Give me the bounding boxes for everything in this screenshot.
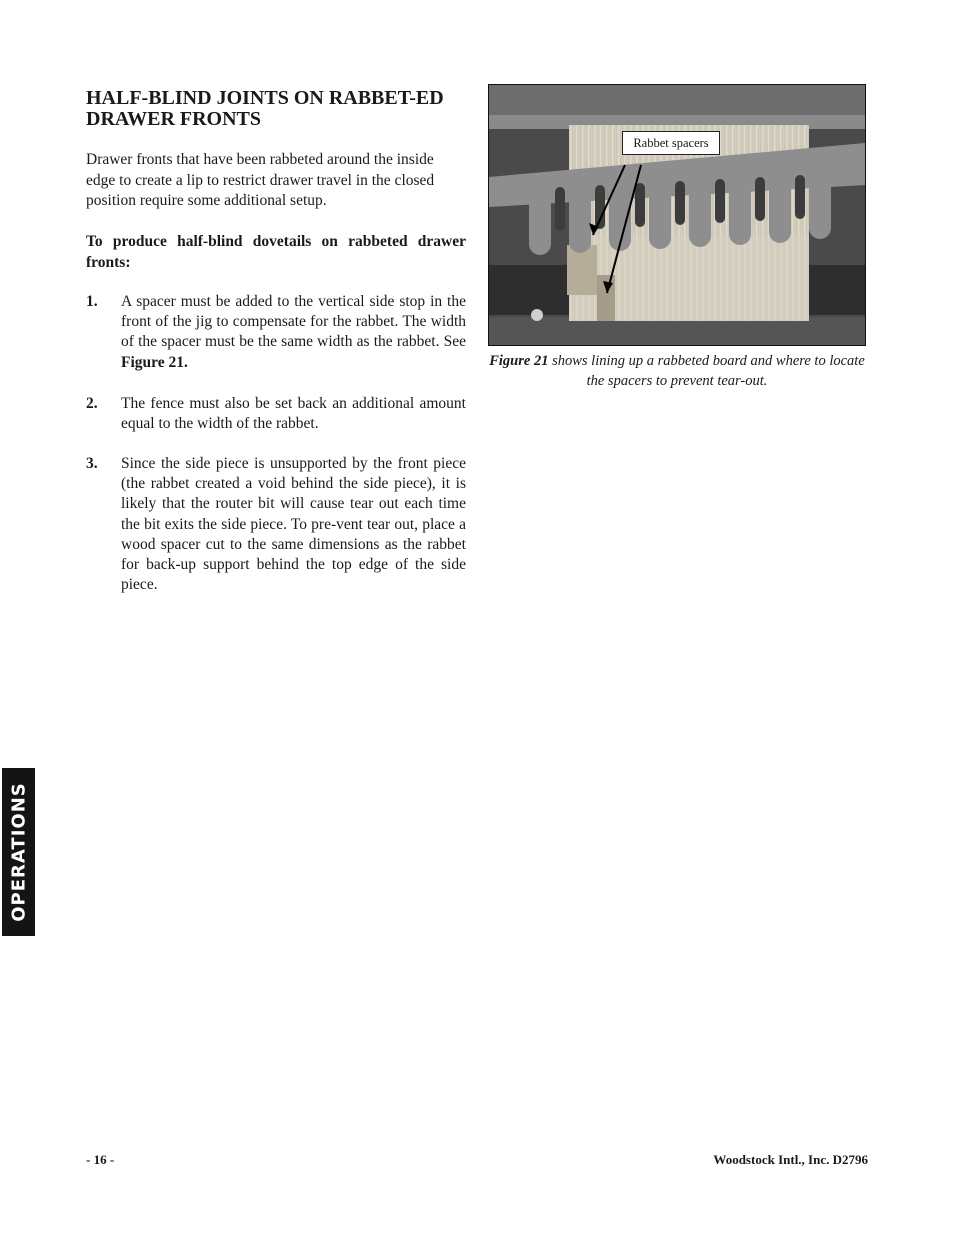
page-number: - 16 - xyxy=(86,1152,115,1167)
step-text: A spacer must be added to the vertical side stop in the front of the jig to compensate for the rabbet. The width of the spacer must be the same width as the rabbet. See Figure 21. xyxy=(121,293,466,371)
step-1 xyxy=(86,292,466,373)
step-number: 2. xyxy=(86,395,98,412)
operations-side-tab xyxy=(2,768,35,936)
figure-21-photo xyxy=(488,84,866,346)
side-tab-label: OPERATIONS xyxy=(8,782,29,922)
step-3 xyxy=(86,454,466,595)
rabbet-spacers-callout: Rabbet spacers xyxy=(622,131,720,155)
step-2 xyxy=(86,394,466,434)
figure-reference: Figure 21. xyxy=(121,353,188,371)
step-number: 1. xyxy=(86,293,98,310)
procedure-lead: To produce half-blind dovetails on rabbeted drawer fronts: xyxy=(86,233,466,271)
figure-caption: Figure 21 shows lining up a rabbeted board and where to locate the spacers to prevent tear-out. xyxy=(489,353,865,389)
step-text: The fence must also be set back an additional amount equal to the width of the rabbet. xyxy=(121,395,466,433)
intro-paragraph: Drawer fronts that have been rabbeted around the inside edge to create a lip to restrict drawer travel in the closed position require some additional setup. xyxy=(86,151,435,209)
footer-company: Woodstock Intl., Inc. D2796 xyxy=(713,1152,868,1167)
step-number: 3. xyxy=(86,455,98,472)
jig-photo-illustration xyxy=(489,85,865,345)
caption-label: Figure 21 xyxy=(489,353,549,369)
section-title: HALF-BLIND JOINTS ON RABBET-ED DRAWER FRONTS xyxy=(86,87,444,130)
step-text: Since the side piece is unsupported by the front piece (the rabbet created a void behind the side piece), it is likely that the router bit will cause tear out each time the bit exits the side piece. To pre-vent tear out, place a wood spacer cut to the same dimensions as the rabbet for back-up support behind the top edge of the side piece. xyxy=(121,455,466,594)
